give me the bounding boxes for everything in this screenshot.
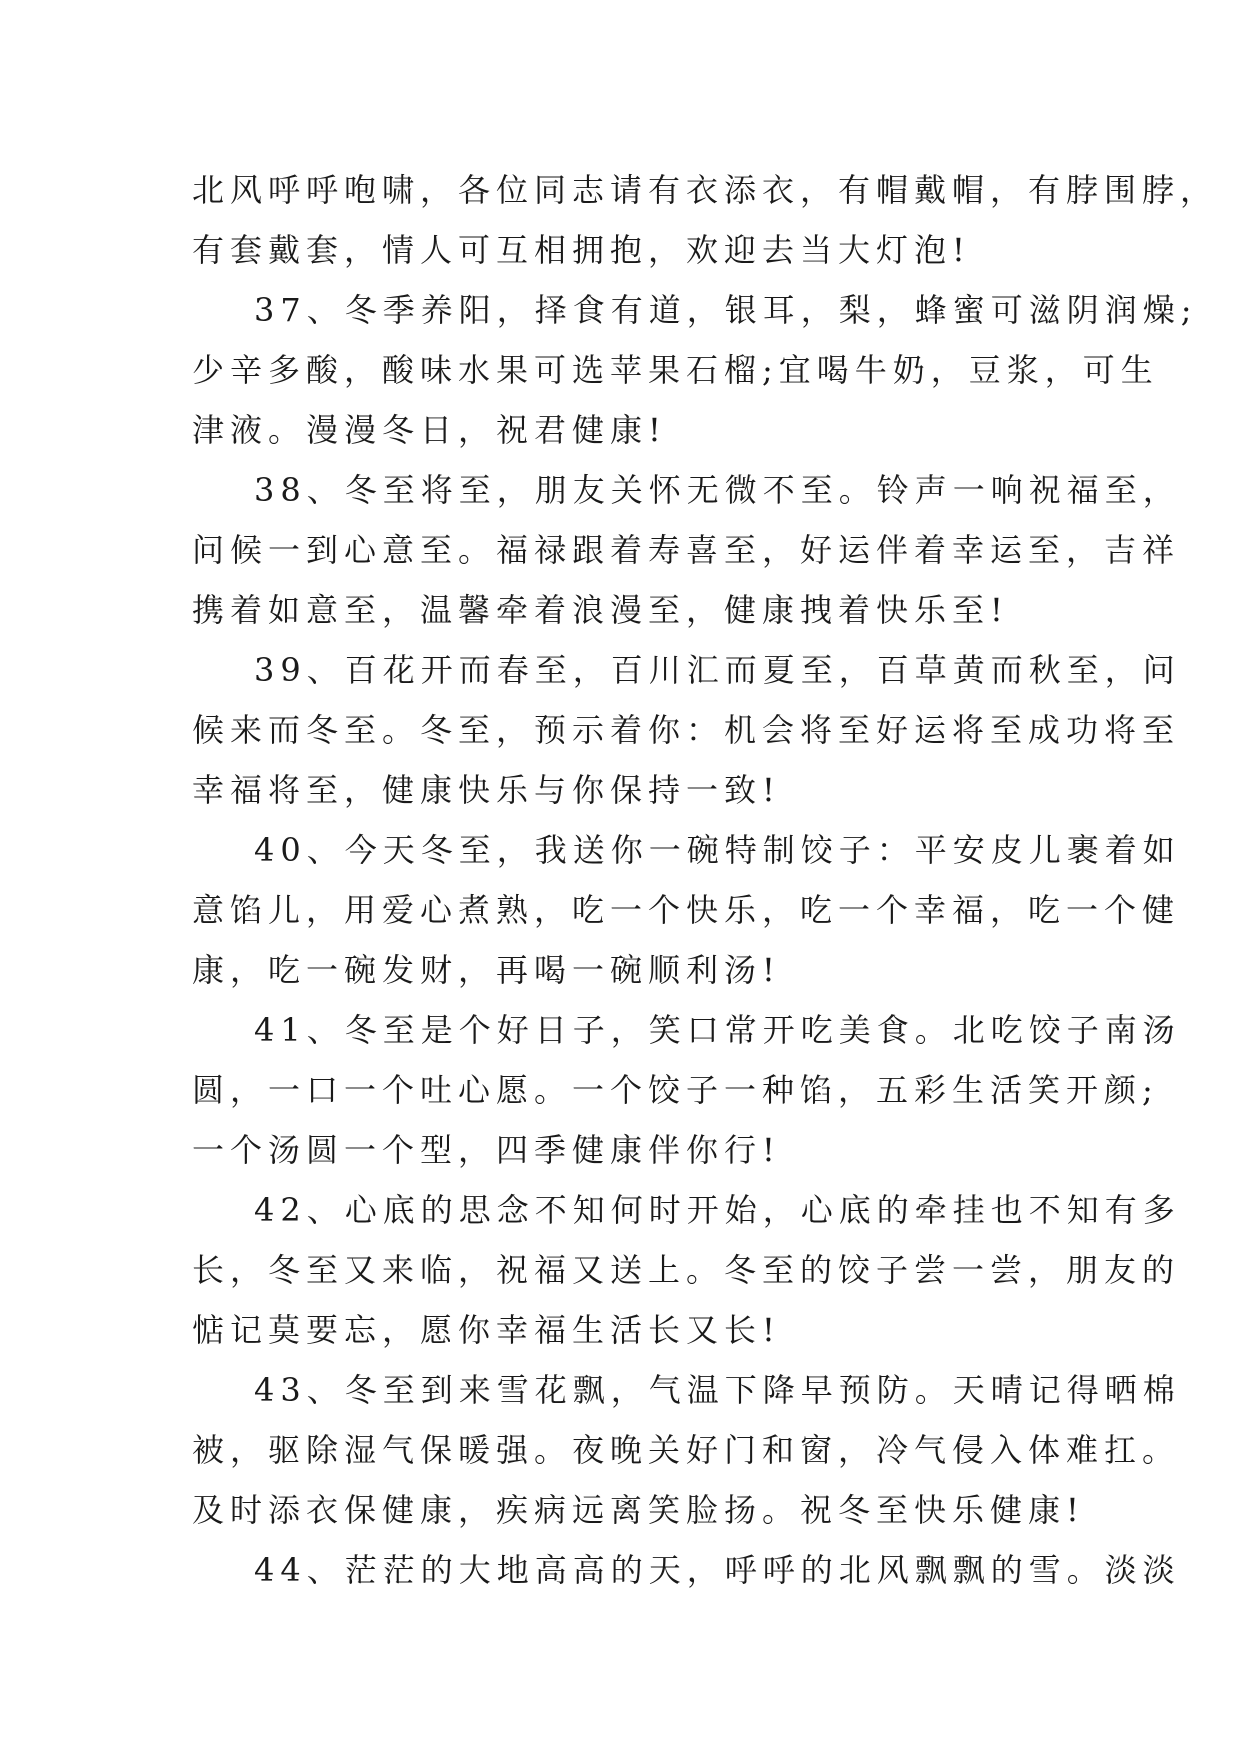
text-line: 少辛多酸，酸味水果可选苹果石榴;宜喝牛奶，豆浆，可生 <box>192 351 1159 389</box>
text-line: 39、百花开而春至，百川汇而夏至，百草黄而秋至，问 <box>254 651 1181 689</box>
text-line: 意馅儿，用爱心煮熟，吃一个快乐，吃一个幸福，吃一个健 <box>192 891 1181 929</box>
text-line: 康，吃一碗发财，再喝一碗顺利汤! <box>192 951 781 989</box>
paragraph-42 <box>192 1180 1181 1360</box>
text-line: 有套戴套，情人可互相拥抱，欢迎去当大灯泡! <box>192 231 971 269</box>
text-line: 一个汤圆一个型，四季健康伴你行! <box>192 1131 781 1169</box>
text-line: 北风呼呼咆啸，各位同志请有衣添衣，有帽戴帽，有脖围脖， <box>192 171 1219 209</box>
paragraph-38 <box>192 460 1181 640</box>
paragraph-37 <box>192 280 1198 460</box>
paragraph-41 <box>192 1000 1181 1180</box>
text-line: 及时添衣保健康，疾病远离笑脸扬。祝冬至快乐健康! <box>192 1491 1085 1529</box>
text-line: 37、冬季养阳，择食有道，银耳，梨，蜂蜜可滋阴润燥; <box>254 291 1198 329</box>
text-line: 候来而冬至。冬至，预示着你：机会将至好运将至成功将至 <box>192 711 1181 749</box>
text-line: 圆，一口一个吐心愿。一个饺子一种馅，五彩生活笑开颜; <box>192 1071 1159 1109</box>
paragraph-44 <box>192 1540 1181 1600</box>
text-line: 38、冬至将至，朋友关怀无微不至。铃声一响祝福至， <box>254 471 1181 509</box>
paragraph-43 <box>192 1360 1181 1540</box>
paragraph-40 <box>192 820 1181 1000</box>
text-line: 长，冬至又来临，祝福又送上。冬至的饺子尝一尝，朋友的 <box>192 1251 1181 1289</box>
text-line: 42、心底的思念不知何时开始，心底的牵挂也不知有多 <box>254 1191 1181 1229</box>
text-line: 43、冬至到来雪花飘，气温下降早预防。天晴记得晒棉 <box>254 1371 1181 1409</box>
text-line: 41、冬至是个好日子，笑口常开吃美食。北吃饺子南汤 <box>254 1011 1181 1049</box>
text-line: 津液。漫漫冬日，祝君健康! <box>192 411 667 449</box>
document-body <box>192 160 1219 1600</box>
text-line: 幸福将至，健康快乐与你保持一致! <box>192 771 781 809</box>
text-line: 被，驱除湿气保暖强。夜晚关好门和窗，冷气侵入体难扛。 <box>192 1431 1181 1469</box>
text-line: 问候一到心意至。福禄跟着寿喜至，好运伴着幸运至，吉祥 <box>192 531 1181 569</box>
text-line: 惦记莫要忘，愿你幸福生活长又长! <box>192 1311 781 1349</box>
paragraph-continuation <box>192 160 1219 280</box>
text-line: 40、今天冬至，我送你一碗特制饺子：平安皮儿裹着如 <box>254 831 1181 869</box>
text-line: 携着如意至，温馨牵着浪漫至，健康拽着快乐至! <box>192 591 1009 629</box>
text-line: 44、茫茫的大地高高的天，呼呼的北风飘飘的雪。淡淡 <box>254 1551 1181 1589</box>
paragraph-39 <box>192 640 1181 820</box>
